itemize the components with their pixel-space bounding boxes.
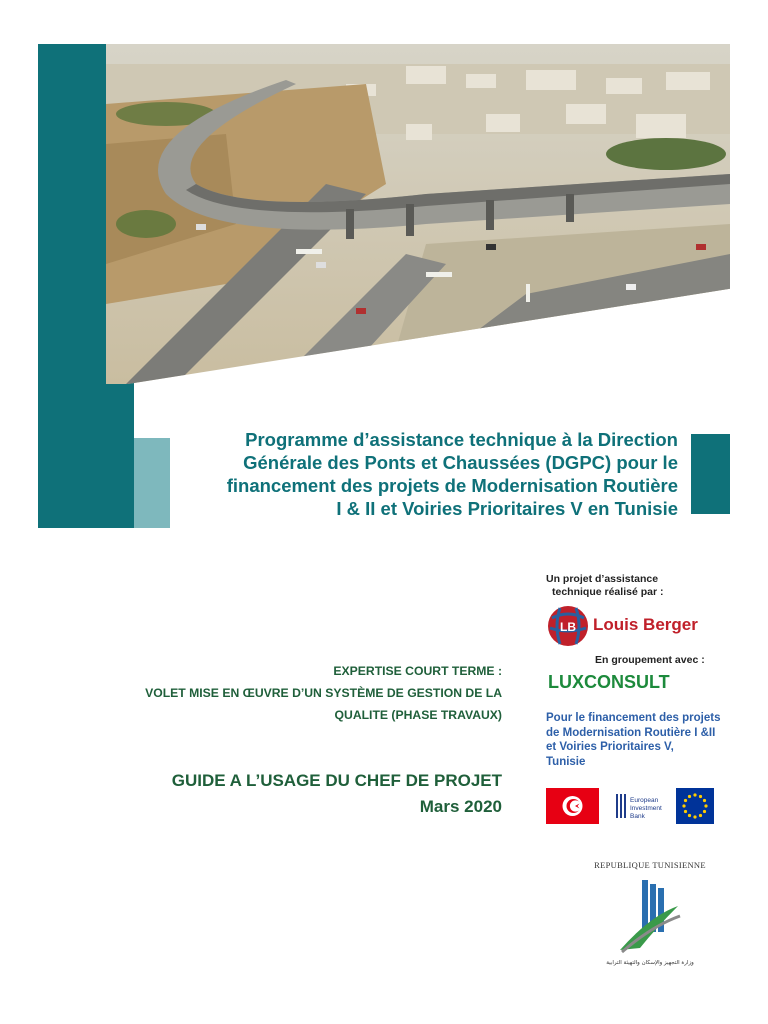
title-line-2: Générale des Ponts et Chaussées (DGPC) pour le [243, 452, 678, 473]
luxconsult-lux: LUX [548, 672, 584, 692]
svg-text:European: European [630, 797, 659, 804]
guide-title: GUIDE A L’USAGE DU CHEF DE PROJET [171, 771, 502, 790]
light-teal-accent-block [134, 438, 170, 528]
assistance-line-1: Un projet d’assistance [546, 573, 659, 585]
document-title [200, 428, 678, 520]
tunisia-flag-icon [546, 788, 599, 824]
cover-photo-highway-interchange [106, 44, 730, 384]
financing-line-2: de Modernisation Routière I &II [546, 726, 716, 739]
financing-caption [546, 711, 736, 769]
guide-date: Mars 2020 [419, 797, 502, 816]
assistance-caption [546, 573, 663, 599]
guide-block [150, 768, 502, 820]
eu-flag-icon [676, 788, 714, 824]
expertise-block [110, 660, 502, 726]
title-line-4: I & II et Voiries Prioritaires V en Tunisie [336, 498, 678, 519]
title-line-1: Programme d’assistance technique à la Direction [245, 429, 678, 450]
title-line-3: financement des projets de Modernisation Routière [226, 475, 678, 496]
right-teal-accent-block [691, 434, 730, 514]
republique-tunisienne-label: REPUBLIQUE TUNISIENNE [594, 860, 706, 870]
financing-line-3: et Voiries Prioritaires V, [546, 741, 674, 753]
louis-berger-name: Louis Berger [593, 615, 698, 634]
assistance-line-2: technique réalisé par : [552, 586, 664, 598]
luxconsult-consult: CONSULT [584, 672, 670, 692]
svg-text:LB: LB [560, 620, 576, 634]
ministry-logo-icon [600, 876, 700, 976]
expertise-line-2: VOLET MISE EN ŒUVRE D’UN SYSTÈME DE GESTION DE LA [145, 686, 502, 700]
financing-line-4: Tunisie [546, 755, 586, 768]
financing-line-1: Pour le financement des projets [546, 712, 721, 724]
eib-logo-icon [614, 788, 670, 824]
svg-text:Bank: Bank [630, 813, 645, 820]
svg-text:وزارة التجهيز والإسكان والتهيئ: وزارة التجهيز والإسكان والتهيئة الترابية [606, 960, 694, 966]
groupement-caption: En groupement avec : [595, 654, 705, 666]
expertise-line-3: QUALITE (PHASE TRAVAUX) [334, 708, 502, 722]
expertise-line-1: EXPERTISE COURT TERME : [333, 664, 502, 678]
svg-text:Investment: Investment [630, 805, 662, 812]
luxconsult-logo [548, 669, 694, 695]
